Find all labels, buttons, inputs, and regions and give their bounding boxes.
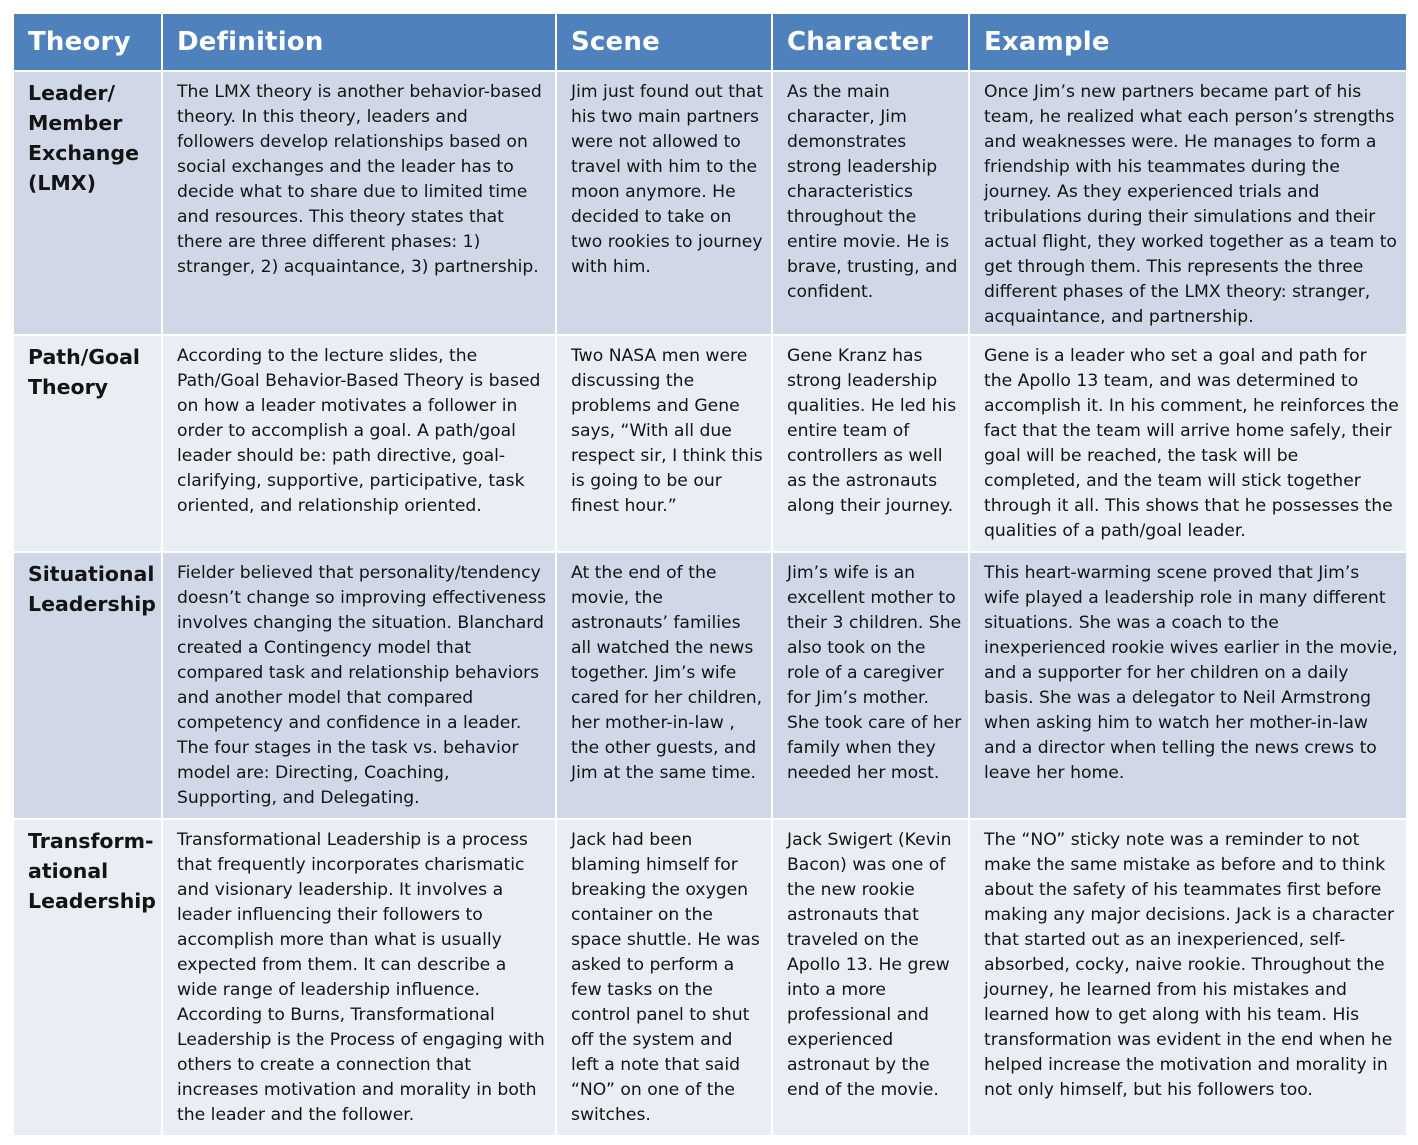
header-character: Character bbox=[772, 13, 969, 71]
definition-cell: The LMX theory is another behavior-based theory. In this theory, leaders and followers develop relationships based on social exchanges and the leader has to decide what to share due to limited time and resources. This theory states that there are three different phases: 1) stranger, 2) acquaintance, 3) partnership. bbox=[162, 71, 556, 335]
scene-cell: Jack had been blaming himself for breaking the oxygen container on the space shuttle. He was asked to perform a few tasks on the control panel to shut off the system and left a note that said “NO” on one of the switches. bbox=[556, 819, 772, 1136]
scene-cell: Two NASA men were discussing the problems and Gene says, “With all due respect sir, I think this is going to be our finest hour.” bbox=[556, 335, 772, 552]
example-cell: This heart-warming scene proved that Jim’s wife played a leadership role in many different situations. She was a coach to the inexperienced rookie wives earlier in the movie, and a supporter for her children on a daily basis. She was a delegator to Neil Armstrong when asking him to watch her mother-in-law and a director when telling the news crews to leave her home. bbox=[969, 552, 1407, 819]
header-definition: Definition bbox=[162, 13, 556, 71]
theory-cell: Transform-ational Leadership bbox=[13, 819, 162, 1136]
table-row-path-goal bbox=[13, 335, 1407, 552]
header-theory: Theory bbox=[13, 13, 162, 71]
header-scene: Scene bbox=[556, 13, 772, 71]
table-row-situational bbox=[13, 552, 1407, 819]
definition-cell: Transformational Leadership is a process that frequently incorporates charismatic and visionary leadership. It involves a leader influencing their followers to accomplish more than what is usually expected from them. It can describe a wide range of leadership influence. According to Burns, Transformational Leadership is the Process of engaging with others to create a connection that increases motivation and morality in both the leader and the follower. bbox=[162, 819, 556, 1136]
theory-cell: Leader/ Member Exchange (LMX) bbox=[13, 71, 162, 335]
example-cell: The “NO” sticky note was a reminder to not make the same mistake as before and to think about the safety of his teammates first before making any major decisions. Jack is a character that started out as an inexperienced, self-absorbed, cocky, naive rookie. Throughout the journey, he learned from his mistakes and learned how to get along with his team. His transformation was evident in the end when he helped increase the motivation and morality in not only himself, but his followers too. bbox=[969, 819, 1407, 1136]
table-row-lmx bbox=[13, 71, 1407, 335]
theory-cell: Situational Leadership bbox=[13, 552, 162, 819]
table-row-transformational bbox=[13, 819, 1407, 1136]
example-cell: Gene is a leader who set a goal and path for the Apollo 13 team, and was determined to accomplish it. In his comment, he reinforces the fact that the team will arrive home safely, their goal will be reached, the task will be completed, and the team will stick together through it all. This shows that he possesses the qualities of a path/goal leader. bbox=[969, 335, 1407, 552]
example-cell: Once Jim’s new partners became part of his team, he realized what each person’s strengths and weaknesses were. He manages to form a friendship with his teammates during the journey. As they experienced trials and tribulations during their simulations and their actual flight, they worked together as a team to get through them. This represents the three different phases of the LMX theory: stranger, acquaintance, and partnership. bbox=[969, 71, 1407, 335]
character-cell: Gene Kranz has strong leadership qualities. He led his entire team of controllers as well as the astronauts along their journey. bbox=[772, 335, 969, 552]
scene-cell: Jim just found out that his two main partners were not allowed to travel with him to the moon anymore. He decided to take on two rookies to journey with him. bbox=[556, 71, 772, 335]
scene-cell: At the end of the movie, the astronauts’ families all watched the news together. Jim’s wife cared for her children, her mother-in-law , the other guests, and Jim at the same time. bbox=[556, 552, 772, 819]
character-cell: As the main character, Jim demonstrates strong leadership characteristics throughout the entire movie. He is brave, trusting, and confident. bbox=[772, 71, 969, 335]
leadership-theory-table bbox=[12, 12, 1408, 1137]
header-example: Example bbox=[969, 13, 1407, 71]
header-row bbox=[13, 13, 1407, 71]
definition-cell: Fielder believed that personality/tendency doesn’t change so improving effectiveness involves changing the situation. Blanchard created a Contingency model that compared task and relationship behaviors and another model that compared competency and confidence in a leader. The four stages in the task vs. behavior model are: Directing, Coaching, Supporting, and Delegating. bbox=[162, 552, 556, 819]
character-cell: Jack Swigert (Kevin Bacon) was one of the new rookie astronauts that traveled on the Apollo 13. He grew into a more professional and experienced astronaut by the end of the movie. bbox=[772, 819, 969, 1136]
character-cell: Jim’s wife is an excellent mother to their 3 children. She also took on the role of a caregiver for Jim’s mother. She took care of her family when they needed her most. bbox=[772, 552, 969, 819]
definition-cell: According to the lecture slides, the Path/Goal Behavior-Based Theory is based on how a leader motivates a follower in order to accomplish a goal. A path/goal leader should be: path directive, goal-clarifying, supportive, participative, task oriented, and relationship oriented. bbox=[162, 335, 556, 552]
theory-cell: Path/Goal Theory bbox=[13, 335, 162, 552]
